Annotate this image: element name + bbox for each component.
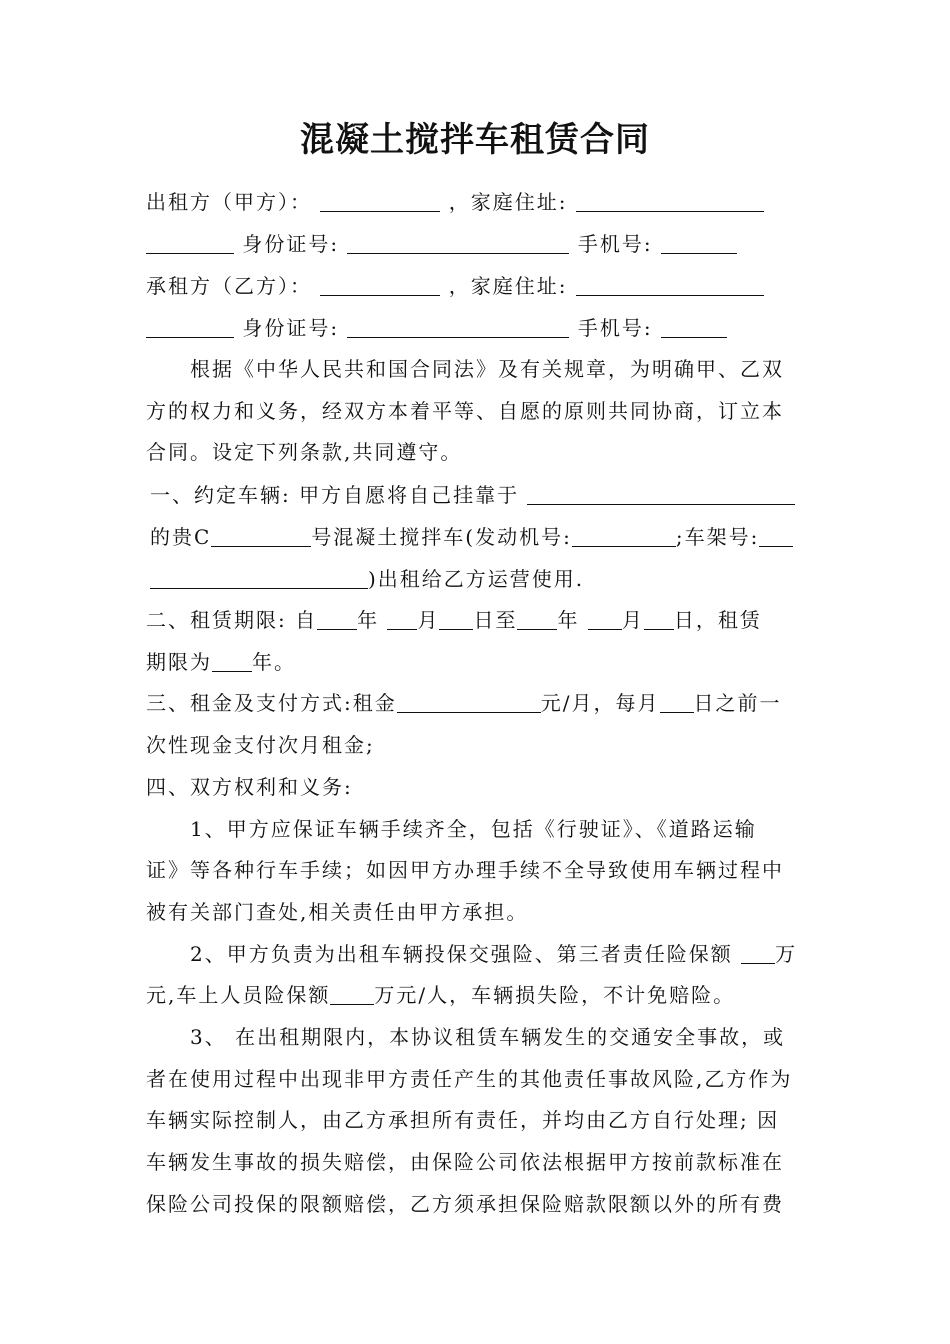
item-3-line: 保险公司投保的限额赔偿，乙方须承担保险赔款限额以外的所有费: [146, 1192, 784, 1216]
party-a-phone-blank[interactable]: [661, 233, 737, 254]
item-3-line: 车辆发生事故的损失赔偿，由保险公司依法根据甲方按前款标准在: [146, 1150, 784, 1174]
engine-label: 号混凝土搅拌车(发动机号:: [311, 525, 572, 549]
clause-1-heading: 一、约定车辆: 甲方自愿将自己挂靠于: [150, 483, 520, 507]
engine-number-blank[interactable]: [572, 526, 676, 547]
rent-unit: 元/月，每月: [540, 691, 660, 715]
party-b-label: 承租方（乙方）：: [146, 274, 312, 298]
seat-amount-blank[interactable]: [330, 984, 374, 1005]
party-b-line: [146, 272, 764, 300]
party-b-address-label: ，家庭住址:: [448, 274, 568, 298]
end-year-blank[interactable]: [517, 609, 557, 630]
party-b-address-blank[interactable]: [576, 275, 764, 296]
item-3-line: 车辆实际控制人，由乙方承担所有责任，并均由乙方自行处理; 因: [146, 1108, 780, 1132]
clause-3-line: [146, 689, 782, 717]
party-a-id-blank[interactable]: [347, 233, 569, 254]
start-month-blank[interactable]: [387, 609, 417, 630]
clause-3-heading: 三、租金及支付方式:租金: [146, 691, 397, 715]
item-2-line: [146, 981, 735, 1009]
item-1-line: 1、甲方应保证车辆手续齐全，包括《行驶证》、《道路运输: [190, 817, 757, 841]
payment-day-label: 日之前一: [693, 691, 782, 715]
term-years-blank[interactable]: [212, 651, 252, 672]
year-label: 年: [357, 608, 380, 632]
month-label: 月: [417, 608, 440, 632]
party-b-id-label: 身份证号:: [242, 316, 340, 340]
third-party-amount-blank[interactable]: [741, 943, 775, 964]
party-a-address-label: ，家庭住址:: [448, 190, 568, 214]
year-label: 年: [557, 608, 580, 632]
preamble-line: 合同。设定下列条款,共同遵守。: [146, 440, 463, 464]
clause-2-term-line: [146, 648, 296, 676]
item-2-unit: 万: [775, 942, 798, 966]
term-label: 期限为: [146, 650, 212, 674]
party-b-name-blank[interactable]: [320, 275, 440, 296]
clause-1-end: )出租给乙方运营使用.: [368, 567, 585, 591]
clause-2-heading: 二、租赁期限: 自: [146, 608, 318, 632]
day-to-label: 日至: [473, 608, 518, 632]
item-1-line: 被有关部门查处,相关责任由甲方承担。: [146, 900, 529, 924]
clause-3-cont: 次性现金支付次月租金;: [146, 733, 375, 757]
clause-4-heading: 四、双方权利和义务:: [146, 775, 353, 799]
start-year-blank[interactable]: [317, 609, 357, 630]
preamble-line: 方的权力和义务，经双方本着平等、自愿的原则共同协商，订立本: [146, 399, 784, 423]
payment-day-blank[interactable]: [660, 692, 694, 713]
party-b-phone-label: 手机号:: [577, 316, 653, 340]
party-a-name-blank[interactable]: [320, 191, 440, 212]
month-label: 月: [621, 608, 644, 632]
clause-1-end-line: [150, 565, 584, 593]
item-2-text: 2、甲方负责为出租车辆投保交强险、第三者责任险保额: [190, 942, 733, 966]
party-b-id-blank[interactable]: [347, 317, 569, 338]
clause-1-vehicle-line: [150, 523, 793, 551]
party-a-id-line: [146, 230, 737, 258]
party-a-label: 出租方（甲方）：: [146, 190, 312, 214]
company-blank[interactable]: [527, 484, 795, 505]
party-b-address-blank-cont[interactable]: [146, 317, 234, 338]
rent-amount-blank[interactable]: [397, 692, 541, 713]
clause-1-line: [150, 481, 795, 509]
item-3-line: 3、 在出租期限内，本协议租赁车辆发生的交通安全事故，或: [190, 1025, 786, 1049]
item-3-line: 者在使用过程中出现非甲方责任产生的其他责任事故风险,乙方作为: [146, 1067, 793, 1091]
party-a-id-label: 身份证号:: [242, 232, 340, 256]
page-title: 混凝土搅拌车租赁合同: [300, 120, 650, 160]
item-2-line: [190, 940, 797, 968]
item-1-line: 证》等各种行车手续；如因甲方办理手续不全导致使用车辆过程中: [146, 858, 784, 882]
frame-number-blank[interactable]: [759, 526, 793, 547]
party-a-address-blank-cont[interactable]: [146, 233, 234, 254]
item-2-end: 万元/人，车辆损失险，不计免赔险。: [374, 983, 736, 1007]
frame-number-blank-cont[interactable]: [150, 568, 368, 589]
day-end-label: 日，租赁: [673, 608, 762, 632]
party-b-id-line: [146, 314, 727, 342]
party-a-line: [146, 188, 764, 216]
clause-2-line: [146, 606, 762, 634]
term-unit: 年。: [252, 650, 296, 674]
plate-prefix: 的贵C: [150, 525, 212, 549]
party-a-address-blank[interactable]: [576, 191, 764, 212]
plate-blank[interactable]: [211, 526, 311, 547]
party-a-phone-label: 手机号:: [577, 232, 653, 256]
end-month-blank[interactable]: [588, 609, 622, 630]
start-day-blank[interactable]: [439, 609, 473, 630]
end-day-blank[interactable]: [644, 609, 674, 630]
preamble-line: 根据《中华人民共和国合同法》及有关规章，为明确甲、乙双: [190, 357, 784, 381]
item-2-seat-label: 元,车上人员险保额: [146, 983, 331, 1007]
frame-label: ;车架号:: [675, 525, 760, 549]
party-b-phone-blank[interactable]: [661, 317, 727, 338]
